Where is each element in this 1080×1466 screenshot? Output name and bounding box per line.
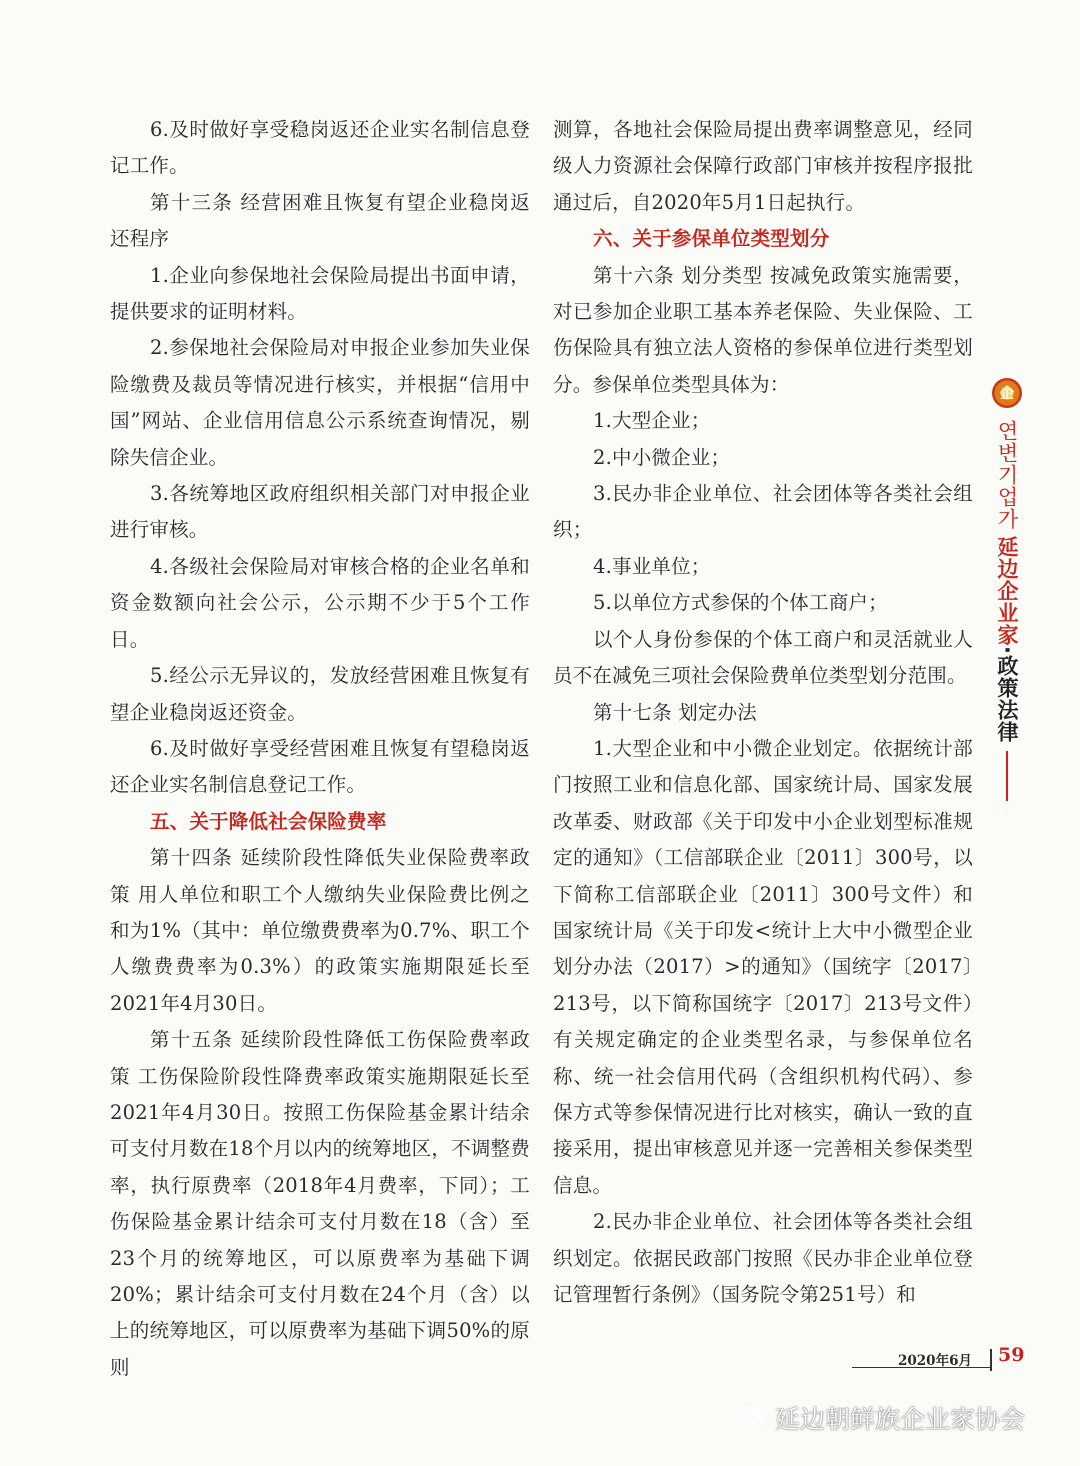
paragraph: 6.及时做好享受稳岗返还企业实名制信息登记工作。 [110,118,530,178]
paragraph: 第十四条 延续阶段性降低失业保险费率政策 用人单位和职工个人缴纳失业保险费比例之和为1%（其中：单位缴费费率为0.7%、职工个人缴费费率为0.3%）的政策实施期限延长至2021年4月30日。 [110,846,530,1015]
magazine-logo-icon: 企 [992,378,1022,408]
watermark-text: 延边朝鲜族企业家协会 [775,1405,1026,1434]
paragraph: 2.参保地社会保险局对申报企业参加失业保险缴费及裁员等情况进行核实，并根据“信用中国”网站、企业信用信息公示系统查询情况，剔除失信企业。 [110,336,530,469]
section-heading: 六、关于参保单位类型划分 [593,227,830,251]
page-number: 59 [998,1344,1025,1366]
paragraph: 5.经公示无异议的，发放经营困难且恢复有望企业稳岗返还资金。 [110,664,530,724]
issue-date: 2020年6月 [898,1353,972,1369]
paragraph: 1.大型企业和中小微企业划定。依据统计部门按照工业和信息化部、国家统计局、国家发展改革委、财政部《关于印发中小企业划型标准规定的通知》（工信部联企业〔2011〕300号，以下简称工信部联企业〔2011〕300号文件）和国家统计局《关于印发<统计上大中小微型企业划分办法（2017）>的通知》（国统字〔2017〕213号，以下简称国统字〔2017〕213号文件）有关规定确定的企业类型名录，与参保单位名称、统一社会信用代码（含组织机构代码）、参保方式等参保情况进行比对核实，确认一致的直接采用，提出审核意见并逐一完善相关参保类型信息。 [553,736,973,1197]
paragraph: 1.大型企业； [593,409,711,433]
paragraph: 第十六条 划分类型 按减免政策实施需要，对已参加企业职工基本养老保险、失业保险、工伤保险具有独立法人资格的参保单位进行类型划分。参保单位类型具体为： [553,263,973,396]
footer-divider [990,1349,992,1371]
sidebar-korean-title: 연변기업가 [995,420,1019,530]
paragraph: 6.及时做好享受经营困难且恢复有望稳岗返还企业实名制信息登记工作。 [110,736,530,797]
paragraph: 5.以单位方式参保的个体工商户； [593,591,888,615]
paragraph: 以个人身份参保的个体工商户和灵活就业人员不在减免三项社会保险费单位类型划分范围。 [553,627,973,688]
right-column [553,112,973,1313]
sidebar-rule [1006,751,1008,801]
section-sidebar [985,378,1029,801]
paragraph: 2.中小微企业； [593,445,731,469]
paragraph: 4.各级社会保险局对审核合格的企业名单和资金数额向社会公示，公示期不少于5个工作日。 [110,554,530,651]
paragraph: 3.民办非企业单位、社会团体等各类社会组织； [553,482,973,542]
sidebar-category: 政策法律 [995,654,1019,743]
paragraph: 3.各统筹地区政府组织相关部门对申报企业进行审核。 [110,482,530,542]
sidebar-chinese-title: 延边企业家 [995,536,1019,646]
paragraph: 4.事业单位； [593,554,711,578]
left-column [110,112,530,1386]
paragraph: 第十五条 延续阶段性降低工伤保险费率政策 工伤保险阶段性降费率政策实施期限延长至2021年4月30日。按照工伤保险基金累计结余可支付月数在18个月以内的统筹地区，不调整费率，执行原费率（2018年4月费率，下同）；工伤保险基金累计结余可支付月数在18（含）至23个月的统筹地区，可以原费率为基础下调20%；累计结余可支付月数在24个月（含）以上的统筹地区，可以原费率为基础下调50%的原则 [110,1028,530,1379]
wechat-icon [735,1403,765,1433]
paragraph: 1.企业向参保地社会保险局提出书面申请，提供要求的证明材料。 [110,263,530,324]
paragraph: 第十三条 经营困难且恢复有望企业稳岗返还程序 [110,190,530,251]
paragraph: 2.民办非企业单位、社会团体等各类社会组织划定。依据民政部门按照《民办非企业单位登记管理暂行条例》（国务院令第251号）和 [553,1210,973,1306]
sidebar-separator: · [995,646,1019,655]
paragraph: 测算，各地社会保险局提出费率调整意见，经同级人力资源社会保障行政部门审核并按程序报批通过后，自2020年5月1日起执行。 [553,118,973,214]
section-heading: 五、关于降低社会保险费率 [150,809,387,833]
wechat-watermark [735,1400,1025,1436]
paragraph: 第十七条 划定办法 [593,700,757,724]
